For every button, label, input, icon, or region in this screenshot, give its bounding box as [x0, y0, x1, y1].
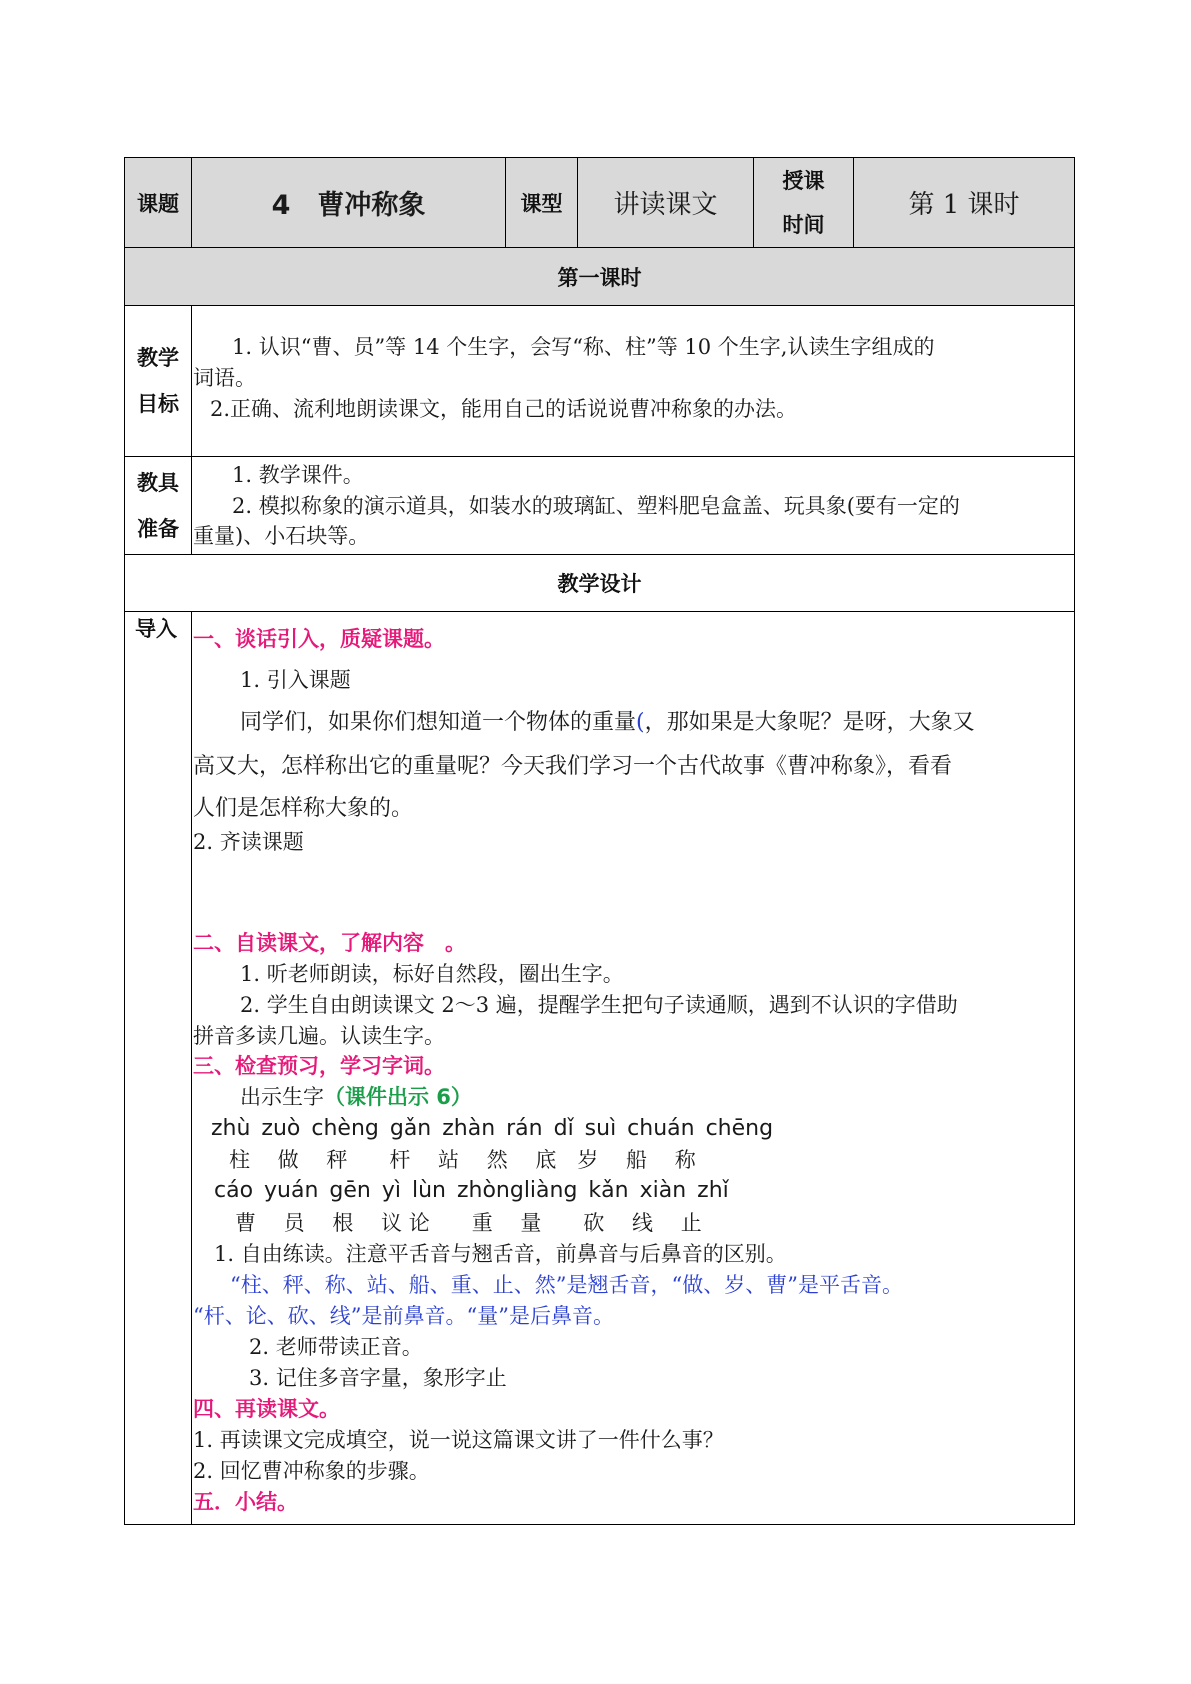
- intro-label: 导入: [135, 617, 177, 641]
- s2-line-2: 2. 学生自由朗读课文 2～3 遍，提醒学生把句子读通顺，遇到不认识的字借助: [240, 993, 958, 1017]
- main-content-cell: [191, 611, 1075, 1525]
- goals-content-cell: [191, 305, 1075, 457]
- hanzi-row-2: 曹 员 根 议 论 重 量 砍 线 止: [235, 1211, 702, 1235]
- type-label-cell: [505, 157, 578, 248]
- s1-line-1: 1. 引入课题: [240, 668, 351, 692]
- goals-label-2: 目标: [137, 392, 179, 416]
- tools-line-1: 1. 教学课件。: [232, 463, 364, 487]
- s2-line-1: 1. 听老师朗读，标好自然段，圈出生字。: [240, 962, 624, 986]
- tools-content-cell: [191, 456, 1075, 555]
- lesson-title-cell: [191, 157, 506, 248]
- section-5-title: 五．小结。: [193, 1490, 298, 1514]
- s3-line-1-green: （课件出示 6）: [324, 1085, 472, 1109]
- tools-label-1: 教具: [137, 470, 179, 495]
- tools-label-2: 准备: [137, 516, 179, 541]
- time-value-cell: [853, 157, 1075, 248]
- period-title-cell: [124, 247, 1075, 306]
- period-title: 第一课时: [557, 265, 642, 290]
- section-3-title: 三、检查预习，学习字词。: [193, 1054, 445, 1078]
- tools-label-cell: [124, 456, 192, 555]
- s1-line-2-text: 同学们，如果你们想知道一个物体的重量: [240, 710, 637, 735]
- goals-label-cell: [124, 305, 192, 457]
- s3-line-4: “杆、论、砍、线”是前鼻音。“量”是后鼻音。: [193, 1304, 614, 1328]
- design-title-cell: [124, 554, 1075, 612]
- s4-line-1: 1. 再读课文完成填空，说一说这篇课文讲了一件什么事？: [193, 1428, 724, 1452]
- s1-line-2: [240, 707, 975, 738]
- s4-line-2: 2. 回忆曹冲称象的步骤。: [193, 1459, 430, 1483]
- time-label-cell: [753, 157, 854, 248]
- intro-label-cell: [124, 611, 192, 1525]
- pinyin-row-1: zhù zuò chèng gǎn zhàn rán dǐ suì chuán chēng: [211, 1116, 774, 1141]
- s1-line-5: 2. 齐读课题: [193, 830, 304, 854]
- s3-line-1: [240, 1082, 472, 1113]
- s1-line-3: 高又大，怎样称出它的重量呢？今天我们学习一个古代故事《曹冲称象》，看看: [193, 754, 953, 779]
- lesson-title: 4 曹冲称象: [271, 190, 426, 221]
- section-4-title: 四、再读课文。: [193, 1397, 340, 1421]
- goals-line-1: 1. 认识“曹、员”等 14 个生字，会写“称、柱”等 10 个生字,认读生字组成的: [232, 335, 935, 359]
- s2-line-3: 拼音多读几遍。认读生字。: [193, 1024, 445, 1048]
- s3-line-6: 3. 记住多音字量，象形字止: [249, 1366, 507, 1390]
- tools-line-3: 重量)、小石块等。: [193, 524, 370, 548]
- time-label-2: 时间: [782, 212, 825, 237]
- s1-line-2-paren: (: [636, 710, 645, 735]
- goals-line-3: 2.正确、流利地朗读课文，能用自己的话说说曹冲称象的办法。: [210, 397, 798, 421]
- goals-label-1: 教学: [137, 346, 179, 370]
- s3-line-5: 2. 老师带读正音。: [249, 1335, 423, 1359]
- hanzi-row-1: 柱 做 秤 杆 站 然 底 岁 船 称: [229, 1148, 696, 1172]
- topic-label: 课题: [137, 191, 179, 216]
- design-title: 教学设计: [557, 572, 642, 596]
- s1-line-2-rest: ，那如果是大象呢？是呀，大象又: [644, 710, 975, 735]
- section-1-title: 一、谈话引入，质疑课题。: [193, 627, 445, 651]
- s3-line-1-text: 出示生字: [240, 1085, 324, 1109]
- time-label-1: 授课: [782, 168, 825, 193]
- type-value: 讲读课文: [613, 190, 718, 220]
- topic-label-cell: [124, 157, 192, 248]
- lesson-plan-table: [124, 157, 1075, 1525]
- type-label: 课型: [520, 191, 563, 216]
- pinyin-row-2: cáo yuán gēn yì lùn zhòngliàng kǎn xiàn zhǐ: [214, 1178, 729, 1203]
- section-2-title: 二、自读课文，了解内容 。: [193, 931, 466, 955]
- type-value-cell: [577, 157, 754, 248]
- s3-line-3: “柱、秤、称、站、船、重、止、然”是翘舌音，“做、岁、曹”是平舌音。: [230, 1273, 903, 1297]
- tools-line-2: 2. 模拟称象的演示道具，如装水的玻璃缸、塑料肥皂盒盖、玩具象(要有一定的: [232, 494, 960, 518]
- time-value: 第 1 课时: [908, 190, 1020, 220]
- goals-line-2: 词语。: [193, 366, 256, 390]
- s3-line-2: 1. 自由练读。注意平舌音与翘舌音，前鼻音与后鼻音的区别。: [214, 1242, 787, 1266]
- s1-line-4: 人们是怎样称大象的。: [193, 796, 414, 821]
